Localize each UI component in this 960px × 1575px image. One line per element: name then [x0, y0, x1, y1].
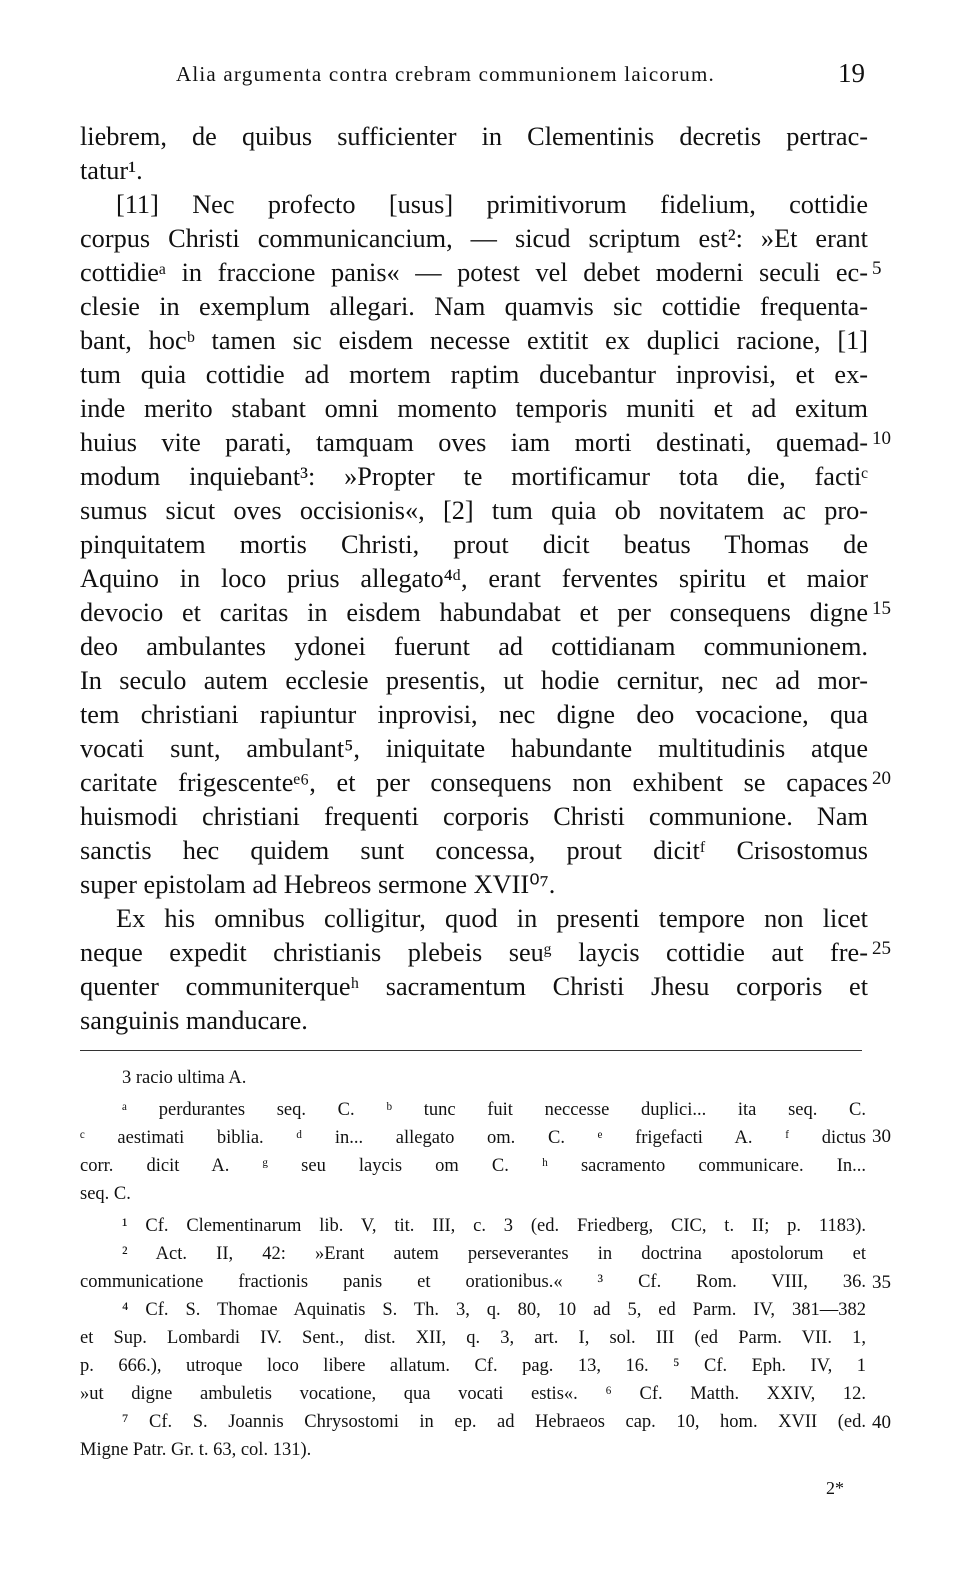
- text-line: [11] Nec profecto [usus] primitivorum fidelium, cottidie: [116, 190, 868, 219]
- text-line: neque expedit christianis plebeis seuᵍ laycis cottidie aut fre-: [80, 938, 868, 967]
- margin-line-number: 40: [872, 1412, 891, 1433]
- text-line: vocati sunt, ambulant⁵, iniquitate habundante multitudinis atque: [80, 734, 868, 763]
- text-line: caritate frigescenteᵉ⁶, et per consequens non exhibent se capaces: [80, 768, 868, 797]
- text-line: inde merito stabant omni momento temporis muniti et ad exitum: [80, 394, 868, 423]
- margin-line-number: 15: [872, 598, 891, 619]
- footnote-line: »ut digne ambuletis vocatione, qua vocati estis«. ⁶ Cf. Matth. XXIV, 12.: [80, 1384, 866, 1404]
- running-title: Alia argumenta contra crebram communionem laicorum.: [176, 62, 715, 86]
- apparatus-line: ᵃ perdurantes seq. C. ᵇ tunc fuit neccesse duplici... ita seq. C.: [122, 1100, 866, 1120]
- text-line: huismodi christiani frequenti corporis Christi communione. Nam: [80, 802, 868, 831]
- text-line: tem christiani rapiuntur inprovisi, nec digne deo vocacione, qua: [80, 700, 868, 729]
- margin-line-number: 10: [872, 428, 891, 449]
- footnote-line: ¹ Cf. Clementinarum lib. V, tit. III, c. 3 (ed. Friedberg, CIC, t. II; p. 1183).: [122, 1216, 866, 1236]
- text-line: pinquitatem mortis Christi, prout dicit beatus Thomas de: [80, 530, 868, 559]
- text-line: Ex his omnibus colligitur, quod in presenti tempore non licet: [116, 904, 868, 933]
- text-line: liebrem, de quibus sufficienter in Clementinis decretis pertrac-: [80, 122, 868, 151]
- text-line: tatur¹.: [80, 156, 143, 185]
- footnote-line: ⁷ Cf. S. Joannis Chrysostomi in ep. ad Hebraeos cap. 10, hom. XVII (ed.: [122, 1412, 866, 1432]
- critical-apparatus: [80, 1096, 866, 1208]
- variant-note: [80, 1064, 866, 1092]
- text-line: clesie in exemplum allegari. Nam quamvis sic cottidie frequenta-: [80, 292, 868, 321]
- footnote-line: et Sup. Lombardi IV. Sent., dist. XII, q. 3, art. I, sol. III (ed Parm. VII. 1,: [80, 1328, 866, 1348]
- apparatus-line: ᶜ aestimati biblia. ᵈ in... allegato om. C. ᵉ frigefacti A. ᶠ dictus: [80, 1128, 866, 1148]
- text-line: sumus sicut oves occisionis«, [2] tum quia ob novitatem ac pro-: [80, 496, 868, 525]
- margin-line-number: 5: [872, 258, 882, 279]
- text-line: devocio et caritas in eisdem habundabat et per consequens digne: [80, 598, 868, 627]
- footnote-line: Migne Patr. Gr. t. 63, col. 131).: [80, 1440, 312, 1460]
- footnote-line: ⁴ Cf. S. Thomae Aquinatis S. Th. 3, q. 80, 10 ad 5, ed Parm. IV, 381—382: [122, 1300, 866, 1320]
- footnote-line: communicatione fractionis panis et orationibus.« ³ Cf. Rom. VIII, 36.: [80, 1272, 866, 1292]
- running-header: [0, 58, 960, 92]
- text-line: huius vite parati, tamquam oves iam morti destinati, quemad-: [80, 428, 868, 457]
- variant-note-line: 3 racio ultima A.: [122, 1068, 247, 1088]
- source-footnotes: [80, 1212, 866, 1464]
- apparatus-line: corr. dicit A. ᵍ seu laycis om C. ʰ sacramento communicare. In...: [80, 1156, 866, 1176]
- text-line: Aquino in loco prius allegato⁴ᵈ, erant ferventes spiritu et maior: [80, 564, 868, 593]
- text-line: modum inquiebant³: »Propter te mortificamur tota die, factiᶜ: [80, 462, 868, 491]
- text-line: tum quia cottidie ad mortem raptim ducebantur inprovisi, et ex-: [80, 360, 868, 389]
- apparatus-line: seq. C.: [80, 1184, 131, 1204]
- text-line: sanctis hec quidem sunt concessa, prout dicitᶠ Crisostomus: [80, 836, 868, 865]
- footnote-line: ² Act. II, 42: »Erant autem perseverantes in doctrina apostolorum et: [122, 1244, 866, 1264]
- text-line: bant, hocᵇ tamen sic eisdem necesse extitit ex duplici racione, [1]: [80, 326, 868, 355]
- text-line: deo ambulantes ydonei fuerunt ad cottidianam communionem.: [80, 632, 868, 661]
- margin-line-number: 30: [872, 1126, 891, 1147]
- text-line: super epistolam ad Hebreos sermone XVII⁰⁷.: [80, 870, 556, 899]
- signature-mark: 2*: [826, 1478, 844, 1498]
- footnote-line: p. 666.), utroque loco libere allatum. Cf. pag. 13, 16. ⁵ Cf. Eph. IV, 1: [80, 1356, 866, 1376]
- page-number: 19: [838, 58, 865, 88]
- text-line: cottidieᵃ in fraccione panis« — potest vel debet moderni seculi ec-: [80, 258, 868, 287]
- main-text: [80, 120, 868, 1038]
- text-line: sanguinis manducare.: [80, 1006, 308, 1035]
- margin-line-number: 35: [872, 1272, 891, 1293]
- text-line: corpus Christi communicancium, — sicud scriptum est²: »Et erant: [80, 224, 868, 253]
- footnote-divider: [80, 1050, 862, 1051]
- text-line: quenter communiterqueʰ sacramentum Christi Jhesu corporis et: [80, 972, 868, 1001]
- margin-line-number: 20: [872, 768, 891, 789]
- margin-line-number: 25: [872, 938, 891, 959]
- text-line: In seculo autem ecclesie presentis, ut hodie cernitur, nec ad mor-: [80, 666, 868, 695]
